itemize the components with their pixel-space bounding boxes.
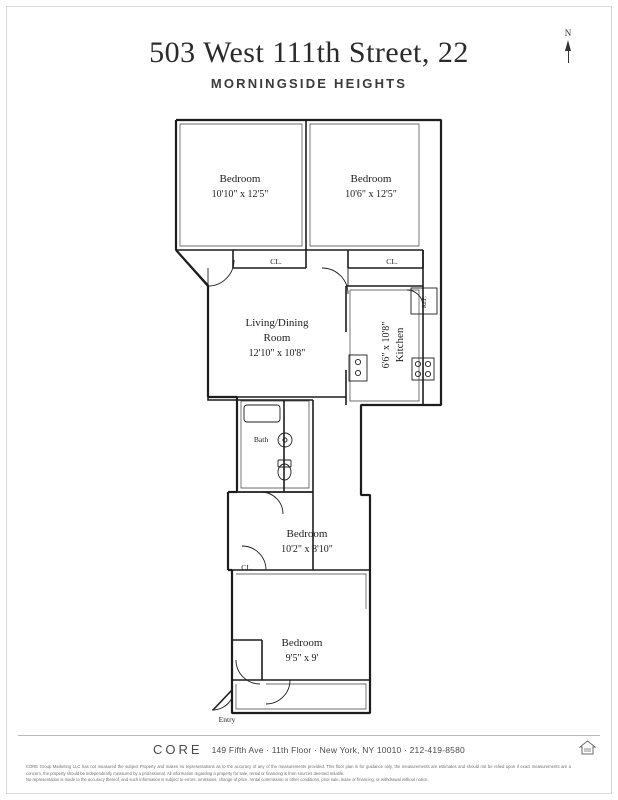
room-dim-bedroom-4: 9'5" x 9' xyxy=(285,653,319,664)
room-label-bath: Bath xyxy=(253,435,269,444)
room-dim-kitchen: 6'6" x 10'8" xyxy=(381,321,392,369)
room-label-bedroom-3: Bedroom xyxy=(286,528,328,540)
core-logo: CORE xyxy=(153,742,203,757)
room-label-living-dining: Living/Dining xyxy=(245,317,309,329)
north-label: N xyxy=(564,28,572,38)
entry-label: Entry xyxy=(218,715,236,724)
room-label-living-dining-2: Room xyxy=(263,332,291,344)
neighborhood-subtitle: MORNINGSIDE HEIGHTS xyxy=(210,76,408,91)
equal-housing-icon xyxy=(579,739,596,756)
room-dim-bedroom-1: 10'10" x 12'5" xyxy=(211,189,269,200)
disclaimer xyxy=(26,764,571,784)
page-title: 503 West 111th Street, 22 xyxy=(149,36,469,69)
room-label-kitchen: Kitchen xyxy=(394,327,406,363)
room-label-bedroom-2: Bedroom xyxy=(350,173,392,185)
floorplan-drawing xyxy=(0,100,618,730)
closet-label-2: CL. xyxy=(386,257,398,266)
room-label-bedroom-1: Bedroom xyxy=(219,173,261,185)
disclaimer-line-2: No representation is made to the accuracy thereof, and such information is subject to errors, omissions, change of price, rental commission or other conditions, prior sale, lease or financing, or withdrawal without notice. xyxy=(26,777,429,782)
refrigerator-label: REF. xyxy=(422,295,428,309)
room-dim-bedroom-2: 10'6" x 12'5" xyxy=(345,189,397,200)
room-label-bedroom-4: Bedroom xyxy=(281,637,323,649)
closet-label-1: CL. xyxy=(270,257,282,266)
footer-address: 149 Fifth Ave · 11th Floor · New York, NY 10010 · 212-419-8580 xyxy=(211,744,465,755)
footer xyxy=(18,736,600,763)
room-dim-living-dining: 12'10" x 10'8" xyxy=(248,348,306,359)
disclaimer-line-1: CORE Group Marketing LLC has not measured the subject Property and makes no representations as to the accuracy of any of the measurements provided. This floor plan is for guidance only, the measurements are estimates and should not be relied upon if exact measurements are a concern, the property should be independently measured by a professional. All information regarding a property for sale, rental or financing is from sources deemed reliable. xyxy=(26,764,571,776)
closet-label-3: CL. xyxy=(241,563,253,572)
room-dim-bedroom-3: 10'2" x 8'10" xyxy=(281,544,333,555)
